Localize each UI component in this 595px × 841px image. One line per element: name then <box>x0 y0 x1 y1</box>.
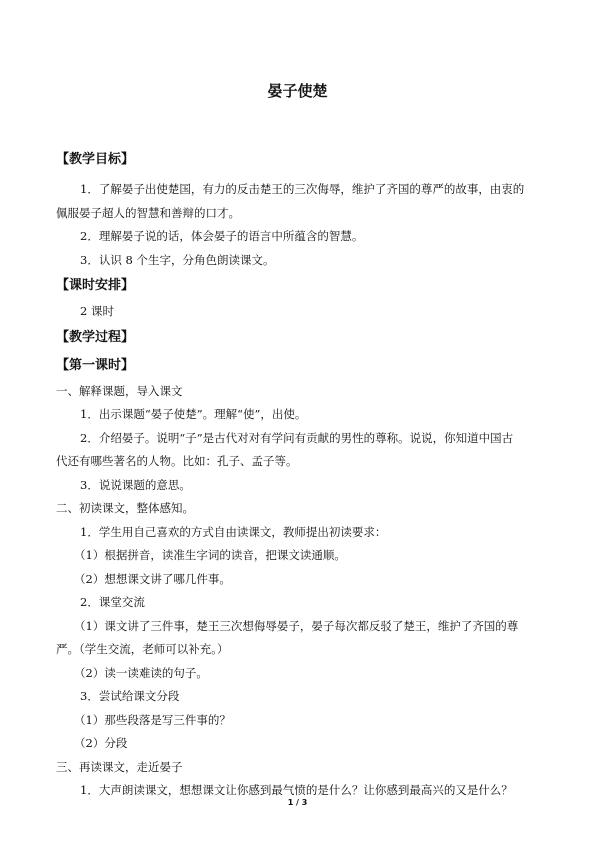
goal-line: 3．认识 8 个生字，分角色朗读课文。 <box>80 252 275 267</box>
body-line: 1．学生用自己喜欢的方式自由读课文，教师提出初读要求： <box>80 524 387 539</box>
body-line: 2．介绍晏子。说明“子”是古代对对有学问有贡献的男性的尊称。说说，你知道中国古 <box>80 430 514 445</box>
body-line: （1）那些段落是写三件事的？ <box>74 712 231 727</box>
document-body <box>56 146 544 803</box>
section-heading-goals: 【教学目标】 <box>56 152 135 167</box>
body-line: 严。（学生交流，老师可以补充。） <box>56 642 229 656</box>
part-heading: 三、再读课文，走近晏子 <box>56 759 183 774</box>
section-heading-process: 【教学过程】 <box>56 329 135 345</box>
body-line: 3．尝试给课文分段 <box>80 689 180 703</box>
page-number: 1 / 3 <box>287 798 308 807</box>
section-heading-schedule: 【课时安排】 <box>56 278 135 293</box>
body-line: （1）根据拼音，读准生字词的读音，把课文读通顺。 <box>74 548 346 562</box>
body-line: 1．大声朗读课文，想想课文让你感到最气愤的是什么？让你感到最高兴的又是什么？ <box>80 783 513 797</box>
body-line: 代还有哪些著名的人物。比如：孔子、孟子等。 <box>56 454 298 468</box>
body-line: （2）分段 <box>74 736 128 750</box>
goal-line: 2．理解晏子说的话，体会晏子的语言中所蕴含的智慧。 <box>80 229 364 243</box>
body-line: 1．出示课题“晏子使楚”。理解“使”，出使。 <box>80 407 307 421</box>
body-line: （2）想想课文讲了哪几件事。 <box>74 571 231 586</box>
body-line: （2）读一读难读的句子。 <box>74 665 208 680</box>
body-line: 3．说说课题的意思。 <box>80 477 191 492</box>
goal-line: 佩服晏子超人的智慧和善辩的口才。 <box>56 205 240 220</box>
page-title: 晏子使楚 <box>267 82 328 100</box>
schedule-text: 2 课时 <box>80 304 114 318</box>
section-heading-lesson1: 【第一课时】 <box>56 357 135 373</box>
goal-line: 1．了解晏子出使楚国，有力的反击楚王的三次侮辱，维护了齐国的尊严的故事，由衷的 <box>80 182 525 196</box>
body-line: 2．课堂交流 <box>80 595 145 609</box>
part-heading: 二、初读课文，整体感知。 <box>56 501 194 515</box>
body-line: （1）课文讲了三件事，楚王三次想侮辱晏子，晏子每次都反驳了楚王，维护了齐国的尊 <box>74 618 519 633</box>
part-heading: 一、解释课题，导入课文 <box>56 383 183 398</box>
